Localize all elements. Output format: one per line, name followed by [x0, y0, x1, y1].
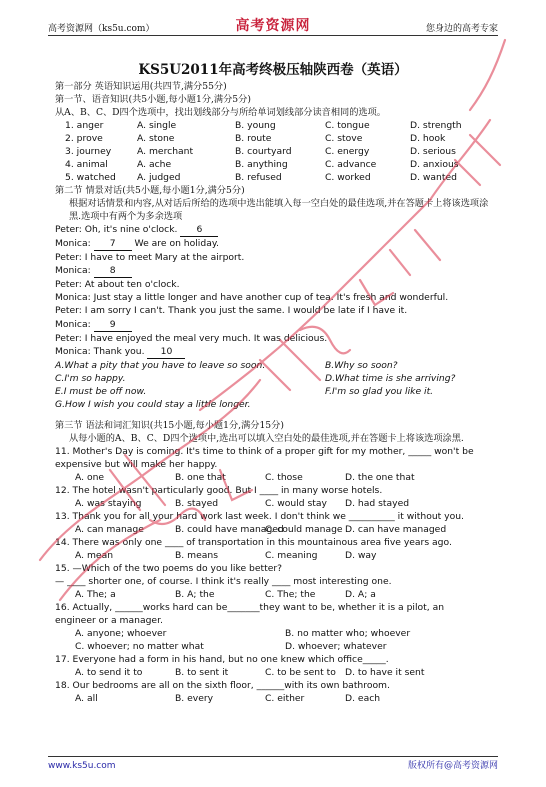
question-stem: engineer or a manager.: [55, 615, 163, 627]
phonetics-option: C. worked: [325, 172, 371, 184]
header-logo: 高考资源网: [235, 18, 311, 34]
answer-option: D. had stayed: [345, 497, 410, 509]
phonetics-option: C. advance: [325, 159, 377, 171]
question-options: [55, 627, 492, 640]
answer-option: D. each: [345, 693, 381, 705]
dialogue-option: A.What a pity that you have to leave so soon.: [55, 359, 266, 371]
answer-option: C. those: [265, 471, 303, 483]
phonetics-option: D. strength: [410, 120, 462, 132]
speaker-text: Peter: At about ten o'clock.: [55, 279, 180, 291]
dialogue-line: [55, 223, 492, 237]
speaker-text: Monica:: [55, 265, 91, 277]
answer-option: B. no matter who; whoever: [285, 628, 411, 640]
question-stem: 15. —Which of the two poems do you like better?: [55, 562, 283, 574]
header-left-text: 高考资源网（ks5u.com）: [48, 24, 155, 34]
phonetics-word: 1. anger: [65, 120, 104, 132]
dialogue-option: B.Why so soon?: [325, 359, 398, 371]
footer-url: www.ks5u.com: [48, 761, 116, 771]
phonetics-option: B. refused: [235, 172, 282, 184]
answer-option: A. one: [75, 471, 105, 483]
phonetics-word: 4. animal: [65, 159, 108, 171]
question-options: [55, 666, 492, 679]
phonetics-option: B. anything: [235, 159, 288, 171]
question-stem: 11. Mother's Day is coming. It's time to think of a proper gift for my mother, _____ won't be: [55, 445, 474, 457]
answer-option: C. meaning: [265, 549, 318, 561]
dialogue-option-row: [55, 359, 492, 372]
answer-option: D. whoever; whatever: [285, 641, 387, 653]
phonetics-table: [55, 119, 492, 184]
dialogue: [55, 223, 492, 358]
answer-option: A. anyone; whoever: [75, 628, 167, 640]
dialogue-option-row: [55, 398, 492, 411]
section1-heading: 第一节、语音知识(共5小题,每小题1分,满分5分): [55, 94, 251, 106]
speaker-text-after: We are on holiday.: [134, 238, 219, 250]
phonetics-word: 2. prove: [65, 133, 103, 145]
question-stem: 12. The hotel wasn't particularly good. But I ____ in many worse hotels.: [55, 484, 383, 496]
phonetics-row: [55, 119, 492, 132]
answer-blank: 8: [94, 264, 132, 278]
question-stem: 13. Thank you for all your hard work last week. I don't think we __________ it without you.: [55, 510, 464, 522]
answer-option: C. would stay: [265, 497, 327, 509]
question-options: [55, 640, 492, 653]
answer-option: A. The; a: [75, 589, 116, 601]
speaker-text: Peter: I am sorry I can't. Thank you just the same. I would be late if I have it.: [55, 305, 408, 317]
speaker-text: Monica: Thank you.: [55, 345, 145, 357]
question-options: [55, 471, 492, 484]
answer-option: B. one that: [175, 471, 226, 483]
question-stem: 16. Actually, ______works hard can be_______they want to be, whether it is a pilot, an: [55, 602, 445, 614]
dialogue-option: F.I'm so glad you like it.: [325, 385, 434, 397]
question-stem: 18. Our bedrooms are all on the sixth floor, ______with its own bathroom.: [55, 680, 390, 692]
question-stem: — ____ shorter one, of course. I think it's really ____ most interesting one.: [55, 575, 392, 587]
footer-copyright: 版权所有@高考资源网: [407, 761, 498, 771]
speaker-text: Peter: I have enjoyed the meal very much. It was delicious.: [55, 332, 328, 344]
phonetics-option: B. courtyard: [235, 146, 292, 158]
dialogue-line: [55, 278, 492, 291]
answer-option: A. can manage: [75, 523, 144, 535]
phonetics-option: D. hook: [410, 133, 446, 145]
question-options: [55, 523, 492, 536]
answer-option: B. could have managed: [175, 523, 284, 535]
section3-instructions: 从每小题的A、B、C、D四个选项中,选出可以填入空白处的最佳选项,并在答题卡上将该选项涂黑.: [69, 432, 464, 444]
phonetics-row: [55, 158, 492, 171]
phonetics-option: A. stone: [137, 133, 175, 145]
dialogue-line: [55, 345, 492, 359]
dialogue-line: [55, 264, 492, 278]
phonetics-row: [55, 145, 492, 158]
phonetics-row: [55, 132, 492, 145]
header-right-text: 您身边的高考专家: [425, 24, 498, 34]
answer-option: A. all: [75, 693, 98, 705]
phonetics-option: A. single: [137, 120, 177, 132]
page-header: [48, 15, 498, 33]
footer-rule: [48, 756, 498, 757]
phonetics-word: 5. watched: [65, 172, 116, 184]
question-options: [55, 588, 492, 601]
answer-blank: 7: [94, 237, 132, 251]
answer-blank: 6: [180, 223, 218, 237]
section2-instructions: 根据对话情景和内容,从对话后所给的选项中选出能填入每一空白处的最佳选项,并在答题卡上将该选项涂黑.选项中有两个为多余选项: [69, 198, 489, 223]
answer-option: D. the one that: [345, 471, 415, 483]
phonetics-option: C. tongue: [325, 120, 370, 132]
phonetics-option: D. serious: [410, 146, 456, 158]
question-list: [55, 445, 492, 706]
answer-blank: 9: [94, 318, 132, 332]
answer-option: B. to sent it: [175, 667, 229, 679]
answer-option: A. to send it to: [75, 667, 143, 679]
phonetics-option: C. stove: [325, 133, 363, 145]
dialogue-line: [55, 237, 492, 251]
answer-option: D. A; a: [345, 589, 376, 601]
phonetics-option: A. merchant: [137, 146, 194, 158]
part-heading: 第一部分 英语知识运用(共四节,满分55分): [55, 81, 227, 92]
section3-heading: 第三节 语法和词汇知识(共15小题,每小题1分,满分15分): [55, 419, 284, 431]
answer-blank: 10: [147, 345, 185, 359]
speaker-text: Monica:: [55, 238, 91, 250]
phonetics-word: 3. journey: [65, 146, 112, 158]
phonetics-option: B. young: [235, 120, 276, 132]
answer-option: A. mean: [75, 549, 114, 561]
answer-option: C. whoever; no matter what: [75, 641, 204, 653]
speaker-text: Monica:: [55, 318, 91, 330]
header-rule: [48, 35, 498, 36]
speaker-text: Peter: I have to meet Mary at the airport.: [55, 252, 245, 264]
phonetics-option: A. ache: [137, 159, 172, 171]
section2-heading: 第二节 情景对话(共5小题,每小题1分,满分5分): [55, 185, 245, 197]
phonetics-option: C. energy: [325, 146, 370, 158]
answer-option: B. A; the: [175, 589, 215, 601]
phonetics-option: A. judged: [137, 172, 181, 184]
answer-option: B. stayed: [175, 497, 219, 509]
dialogue-options: [55, 359, 492, 411]
dialogue-option: D.What time is she arriving?: [325, 372, 456, 384]
phonetics-option: D. wanted: [410, 172, 457, 184]
answer-option: A. was staying: [75, 497, 142, 509]
dialogue-option-row: [55, 385, 492, 398]
question-stem: expensive but will make her happy.: [55, 458, 218, 470]
speaker-text: Monica: Just stay a little longer and have another cup of tea. It's fresh and wonderful.: [55, 292, 449, 304]
answer-option: B. every: [175, 693, 214, 705]
dialogue-option: G.How I wish you could stay a little longer.: [55, 398, 251, 410]
answer-option: D. can have managed: [345, 523, 447, 535]
answer-option: D. to have it sent: [345, 667, 425, 679]
dialogue-line: [55, 291, 492, 304]
answer-option: C. The; the: [265, 589, 316, 601]
phonetics-option: B. route: [235, 133, 272, 145]
phonetics-row: [55, 171, 492, 184]
question-stem: 14. There was only one ____ of transportation in this mountainous area five years ago.: [55, 536, 452, 548]
question-options: [55, 692, 492, 705]
exam-content: [55, 80, 492, 705]
dialogue-line: [55, 304, 492, 317]
answer-option: D. way: [345, 549, 377, 561]
question-stem: 17. Everyone had a form in his hand, but no one knew which office_____.: [55, 654, 389, 666]
question-options: [55, 497, 492, 510]
phonetics-option: D. anxious: [410, 159, 459, 171]
answer-option: C. could manage: [265, 523, 343, 535]
answer-option: B. means: [175, 549, 218, 561]
dialogue-line: [55, 251, 492, 264]
answer-option: C. either: [265, 693, 305, 705]
page-title: KS5U2011年高考终极压轴陕西卷（英语）: [138, 62, 408, 78]
dialogue-option: C.I'm so happy.: [55, 372, 126, 384]
question-options: [55, 549, 492, 562]
dialogue-option-row: [55, 372, 492, 385]
answer-option: C. to be sent to: [265, 667, 336, 679]
dialogue-line: [55, 332, 492, 345]
dialogue-line: [55, 318, 492, 332]
dialogue-option: E.I must be off now.: [55, 385, 147, 397]
speaker-text: Peter: Oh, it's nine o'clock.: [55, 224, 178, 236]
section1-instructions: 从A、B、C、D四个选项中，找出划线部分与所给单词划线部分读音相同的选项。: [55, 107, 386, 119]
